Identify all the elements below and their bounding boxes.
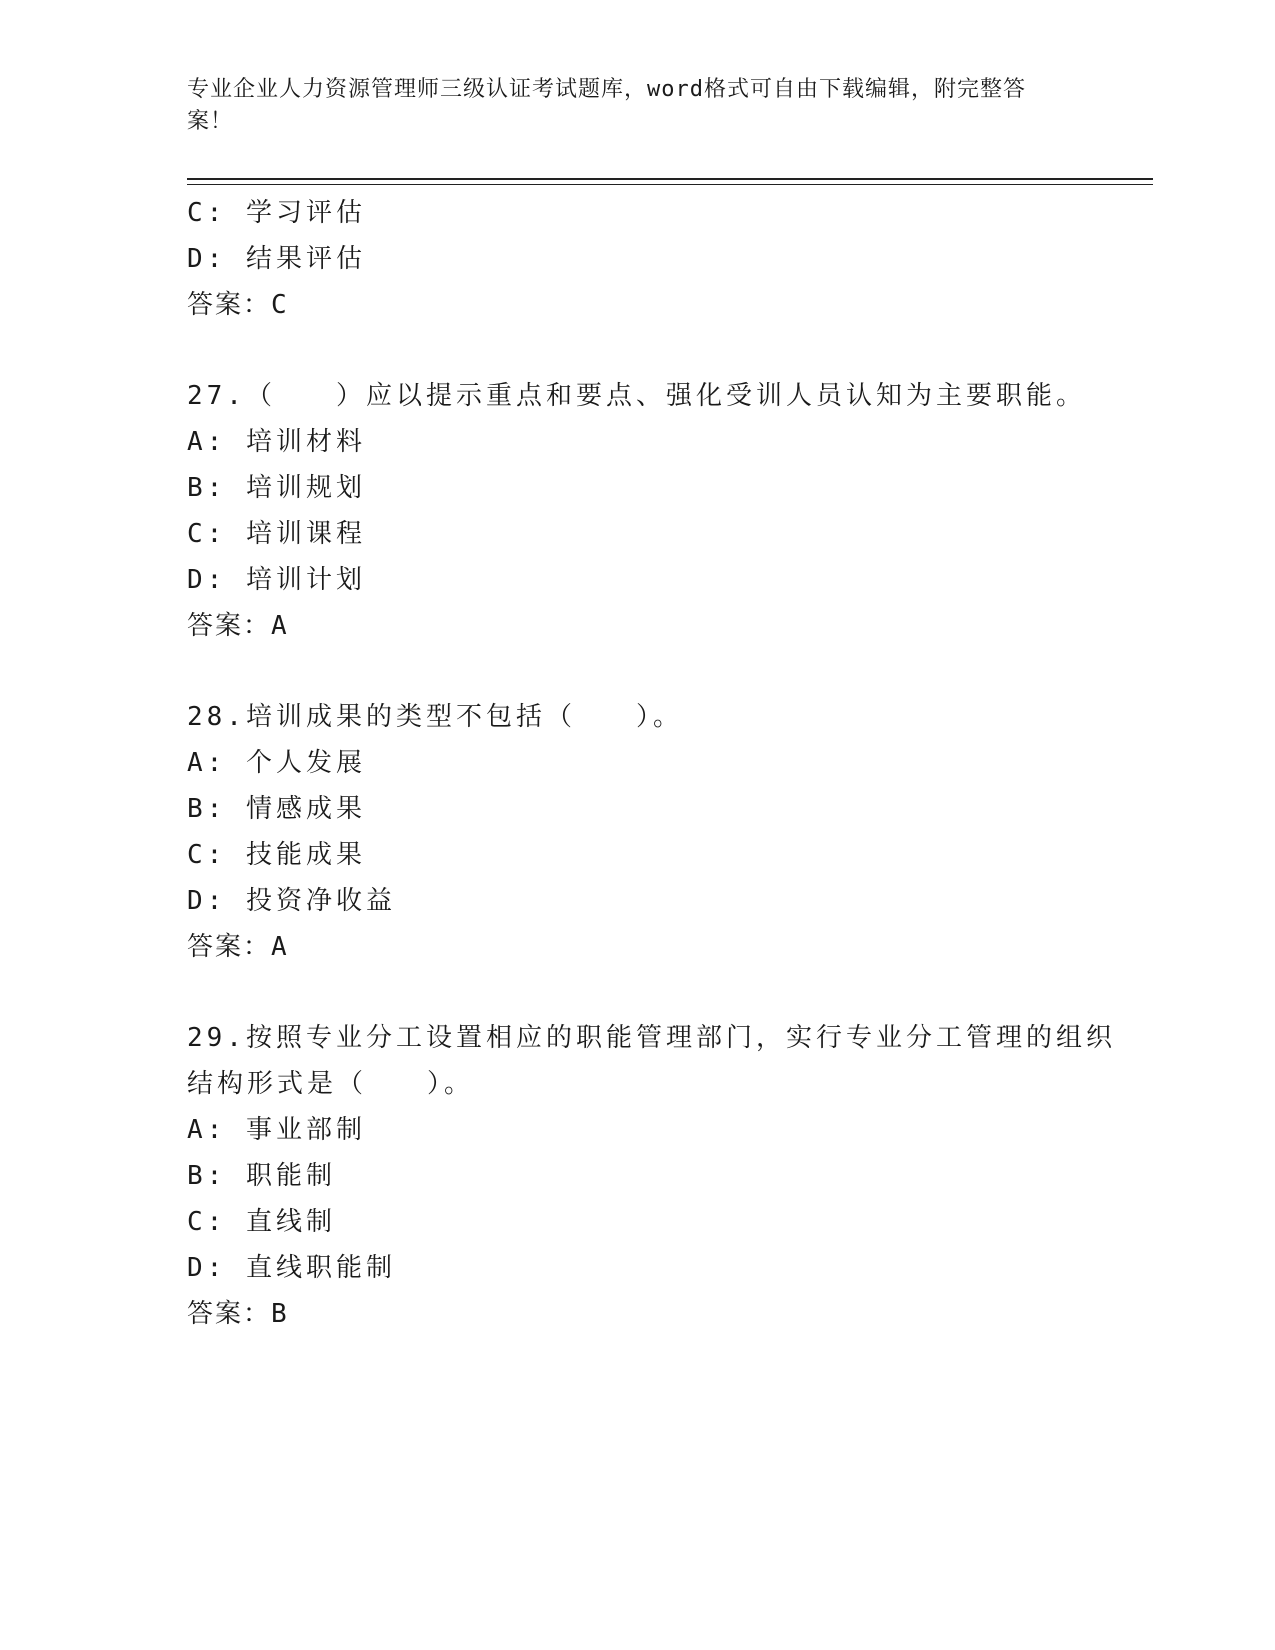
answer: 答案：C: [187, 290, 289, 320]
question-stem: 27.（ ）应以提示重点和要点、强化受训人员认知为主要职能。: [187, 381, 1086, 411]
option-c: C: 学习评估: [187, 198, 366, 228]
option-c: C: 技能成果: [187, 840, 366, 870]
option-c: C: 培训课程: [187, 519, 366, 549]
question-stem-line-1: 29.按照专业分工设置相应的职能管理部门，实行专业分工管理的组织: [187, 1023, 1116, 1053]
option-a: A: 事业部制: [187, 1115, 366, 1145]
answer: 答案：B: [187, 1299, 289, 1329]
option-d: D: 培训计划: [187, 565, 366, 595]
header-rule-thin: [187, 184, 1153, 185]
option-c: C: 直线制: [187, 1207, 336, 1237]
question-list: [187, 190, 1116, 1337]
option-b: B: 情感成果: [187, 794, 366, 824]
option-a: A: 个人发展: [187, 748, 366, 778]
header-rule: [187, 178, 1153, 180]
question-stem-line-2: 结构形式是（ ）。: [187, 1069, 475, 1099]
option-d: D: 直线职能制: [187, 1253, 396, 1283]
option-d: D: 结果评估: [187, 244, 366, 274]
option-b: B: 职能制: [187, 1161, 336, 1191]
question-stem: 28.培训成果的类型不包括（ ）。: [187, 702, 683, 732]
answer: 答案：A: [187, 932, 289, 962]
answer: 答案：A: [187, 611, 289, 641]
option-b: B: 培训规划: [187, 473, 366, 503]
document-header: 专业企业人力资源管理师三级认证考试题库，word格式可自由下载编辑，附完整答案！: [187, 77, 1026, 134]
option-a: A: 培训材料: [187, 427, 366, 457]
option-d: D: 投资净收益: [187, 886, 396, 916]
